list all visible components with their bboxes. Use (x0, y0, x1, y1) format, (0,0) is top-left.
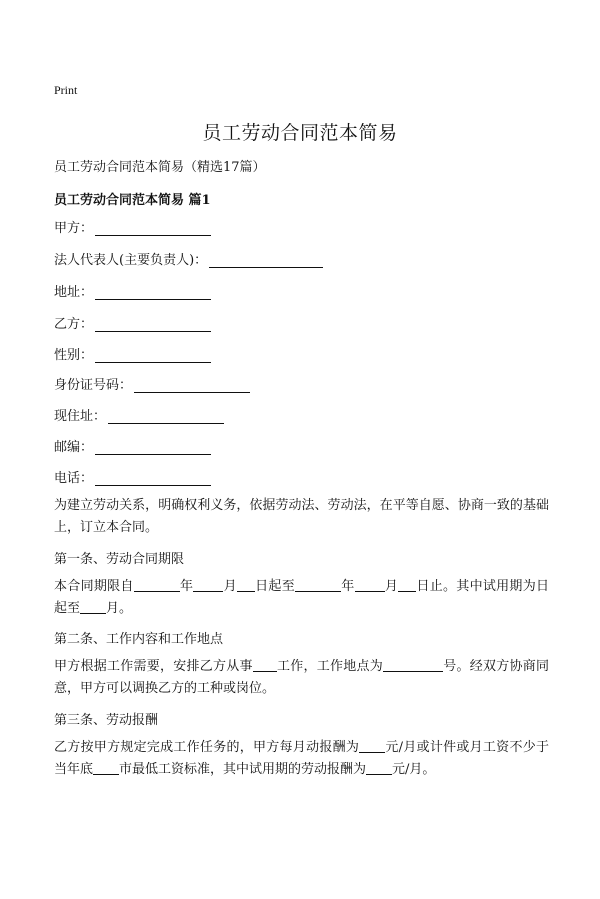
text-run: 甲方根据工作需要，安排乙方从事 (54, 659, 253, 674)
article-1-heading: 第一条、劳动合同期限 (54, 552, 185, 567)
article-3-heading: 第三条、劳动报酬 (54, 713, 159, 728)
text-run: 年 (341, 579, 355, 594)
text-run: 日止。其中试用期为日起至 (54, 579, 549, 616)
field-label: 法人代表人(主要负责人)： (54, 253, 208, 268)
text-run: 本合同期限自 (54, 579, 134, 594)
field-blank (95, 317, 211, 332)
blank-underline (398, 577, 416, 592)
text-run: 月 (384, 579, 399, 594)
text-run: 月 (223, 579, 237, 594)
blank-underline (366, 760, 392, 775)
text-run: 乙方按甲方规定完成工作任务的，甲方每月动报酬为 (54, 740, 360, 755)
blank-underline (93, 760, 119, 775)
field-id-number (54, 374, 250, 393)
blank-underline (355, 577, 385, 592)
field-gender (54, 344, 211, 363)
field-label: 身份证号码： (54, 378, 133, 393)
text-run: 工作，工作地点为 (276, 659, 383, 674)
field-label: 甲方： (54, 221, 94, 236)
document-subtitle: 员工劳动合同范本简易（精选17篇） (54, 160, 266, 175)
blank-underline (253, 657, 277, 672)
text-run: 月。 (106, 601, 133, 616)
field-address (54, 281, 211, 300)
field-label: 性别： (54, 348, 94, 363)
blank-underline (383, 657, 443, 672)
text-run: 元/月或计件或月工资不少于当年底 (54, 740, 549, 777)
field-legal-representative (54, 249, 323, 268)
field-current-address (54, 405, 224, 424)
blank-underline (134, 577, 180, 592)
field-blank (95, 471, 211, 486)
text-run: 年 (179, 579, 194, 594)
article-1-paragraph (54, 576, 549, 620)
blank-underline (237, 577, 255, 592)
text-run: 日起至 (254, 579, 295, 594)
print-label: Print (54, 83, 78, 97)
blank-underline (359, 738, 385, 753)
text-run: 市最低工资标准，其中试用期的劳动报酬为 (119, 762, 367, 777)
text-run: 号。经双方协商同意，甲方可以调换乙方的工种或岗位。 (54, 659, 549, 696)
article-2-heading: 第二条、工作内容和工作地点 (54, 632, 224, 647)
text-run: 元/月。 (392, 762, 436, 777)
field-label: 乙方： (54, 317, 94, 332)
article-3-paragraph (54, 737, 549, 781)
blank-underline (193, 577, 223, 592)
field-label: 现住址： (54, 409, 107, 424)
blank-underline (80, 599, 106, 614)
article-2-paragraph (54, 656, 549, 700)
field-blank (134, 378, 250, 393)
field-postcode (54, 436, 211, 455)
field-label: 邮编： (54, 440, 94, 455)
section-title: 员工劳动合同范本简易 篇1 (54, 193, 211, 208)
field-party-b (54, 313, 211, 332)
blank-underline (295, 577, 341, 592)
field-blank (108, 409, 224, 424)
field-phone (54, 467, 211, 486)
field-blank (95, 348, 211, 363)
field-label: 地址： (54, 285, 94, 300)
field-party-a (54, 217, 211, 236)
field-blank (95, 440, 211, 455)
field-blank (95, 221, 211, 236)
field-label: 电话： (54, 471, 94, 486)
field-blank (95, 285, 211, 300)
document-title: 员工劳动合同范本简易 (202, 122, 398, 144)
field-blank (209, 253, 323, 268)
intro-paragraph: 为建立劳动关系，明确权利义务，依据劳动法、劳动法，在平等自愿、协商一致的基础上，订立本合同。 (54, 498, 549, 535)
